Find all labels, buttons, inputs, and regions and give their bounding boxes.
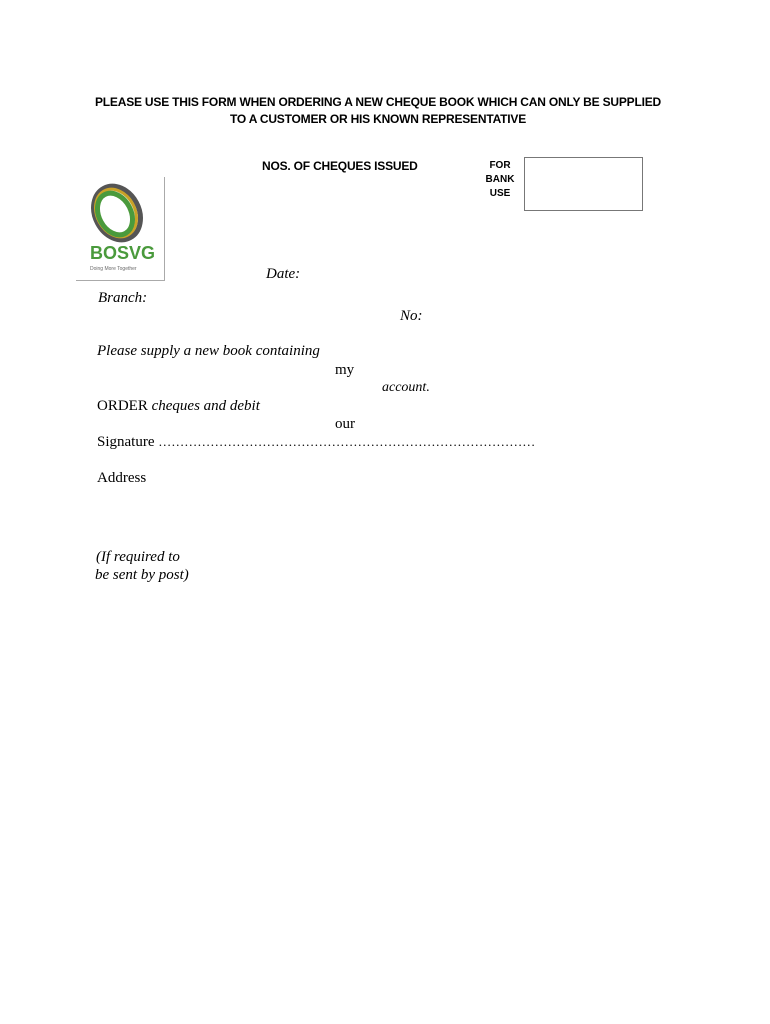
order-line (97, 398, 260, 415)
for-bank-use-label (484, 159, 516, 201)
address-label: Address (97, 470, 147, 486)
post-note-line-2: be sent by post) (95, 567, 189, 583)
order-text: ORDER (97, 398, 148, 414)
for-bank-use-line-3: USE (489, 188, 511, 199)
header-line-2: TO A CUSTOMER OR HIS KNOWN REPRESENTATIVE (229, 112, 527, 126)
date-label: Date: (266, 266, 301, 282)
form-header (60, 94, 696, 128)
for-bank-use-line-2: BANK (485, 174, 515, 185)
header-line-1: PLEASE USE THIS FORM WHEN ORDERING A NEW CHEQUE BOOK WHICH CAN ONLY BE SUPPLIED (94, 95, 662, 109)
for-bank-use-line-1: FOR (489, 160, 511, 171)
my-text: my (335, 362, 355, 378)
our-text: our (335, 416, 355, 432)
logo-swoosh-icon (86, 179, 152, 245)
signature-field[interactable]: …………………………………………………………………………… (158, 434, 536, 449)
nos-of-cheques-label: NOS. OF CHEQUES ISSUED (262, 159, 418, 173)
bank-logo (76, 177, 165, 281)
supply-text: Please supply a new book containing (97, 343, 320, 359)
post-note-line-1: (If required to (96, 549, 180, 565)
number-label: No: (400, 308, 423, 324)
logo-wordmark: BOSVG (90, 243, 156, 263)
cheques-debit-text: cheques and debit (151, 398, 260, 414)
bank-use-box[interactable] (524, 157, 643, 211)
signature-line (97, 434, 535, 451)
logo-tagline: Doing More Together (90, 266, 137, 272)
signature-label: Signature (97, 434, 155, 450)
account-text: account. (382, 380, 430, 395)
branch-label: Branch: (98, 290, 148, 306)
